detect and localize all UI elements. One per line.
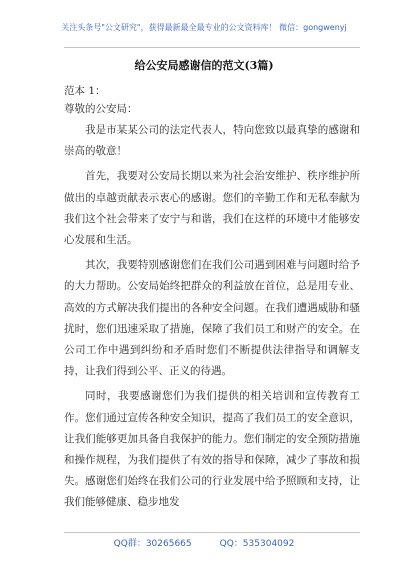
footer-qq: QQ：535304092 (219, 539, 295, 549)
body-paragraph: 首先，我要对公安局长期以来为社会治安维护、秩序维护所做出的卓越贡献表示衷心的感谢。您们的辛勤工作和无私奉献为我们这个社会带来了安宁与和谐，我们在这样的环境中才能够安心发展和生活。 (64, 170, 360, 247)
sample-label: 范本 1： (64, 85, 106, 97)
body-paragraph: 我是市某某公司的法定代表人，特向您致以最真挚的感谢和崇高的敬意！ (64, 124, 360, 158)
document-title: 给公安局感谢信的范文(3篇) (134, 59, 274, 72)
footer-qq-group: QQ群：30265665 (113, 539, 192, 549)
letter-greeting: 尊敬的公安局： (64, 103, 138, 115)
footer (0, 536, 408, 549)
footer-divider (64, 532, 360, 533)
body-paragraph: 同时，我要感谢您们为我们提供的相关培训和宣传教育工作。您们通过宣传各种安全知识，提高了我们员工的安全意识，让我们能够更加具备自我保护的能力。您们制定的安全预防措施和操作规程，为我们提供了有效的指导和保障，减少了事故和损失。感谢您们始终在我们公司的行业发展中给予照顾和支持，让我们能够健康、稳步地发 (64, 390, 360, 509)
letter-body (64, 120, 360, 518)
header-divider (64, 47, 360, 48)
header-banner: 关注头条号"公文研究"，获得最新最全最专业的公文资料库！ 微信：gongwenyj (61, 23, 347, 32)
body-paragraph: 其次，我要特别感谢您们在我们公司遇到困难与问题时给予的大力帮助。公安局始终把群众的利益放在首位，总是用专业、高效的方式解决我们提出的各种安全问题。在我们遭遇威胁和骚扰时，您们迅速采取了措施，保障了我们员工和财产的安全。在公司工作中遇到纠纷和矛盾时您们不断提供法律指导和调解支持，让我们得到公平、正义的待遇。 (64, 259, 360, 378)
